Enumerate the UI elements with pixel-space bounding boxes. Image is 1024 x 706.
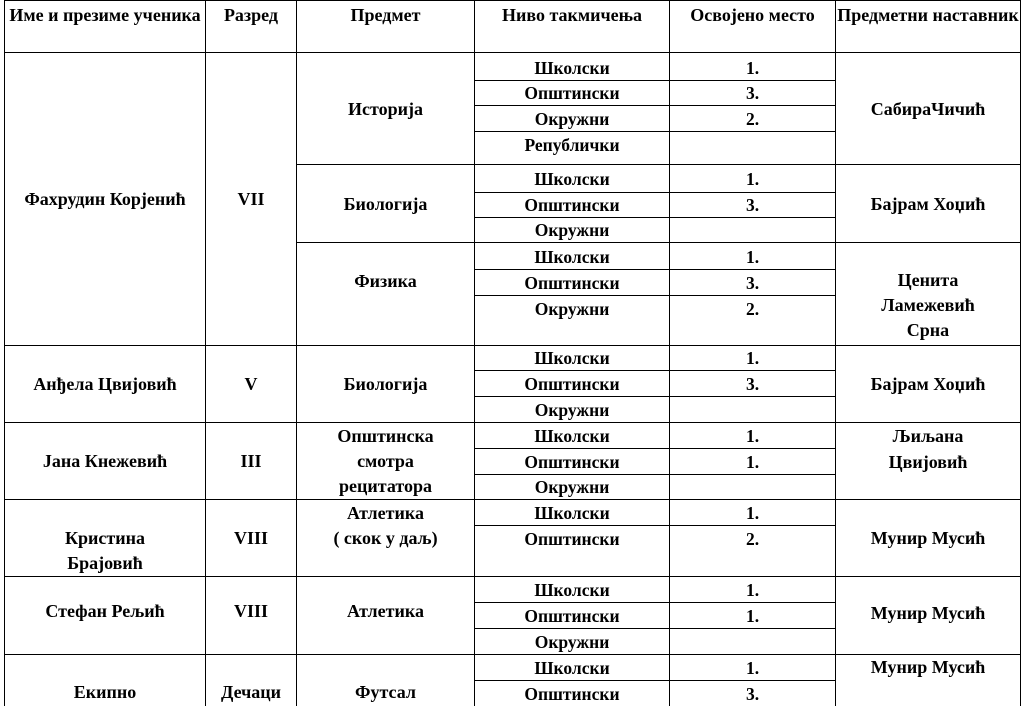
teacher-name [836, 265, 1020, 345]
place-cell: 2. [745, 299, 760, 319]
teacher-name: СабираЧичић [870, 98, 986, 119]
place-cell [670, 218, 835, 242]
place-cell [670, 397, 835, 422]
student-grade: VIII [233, 601, 268, 621]
place-cell: 3. [745, 272, 760, 293]
student-grade: Дечаци [220, 682, 282, 702]
student-name: Јана Кнежевић [42, 451, 168, 471]
place-cell [670, 629, 835, 654]
level-cell: Школски [534, 169, 610, 189]
level-cell: Општински [524, 272, 620, 293]
student-name [5, 525, 205, 576]
student-grade: V [244, 374, 258, 394]
place-cell: 1. [745, 579, 760, 600]
level-cell: Окружни [534, 399, 610, 420]
teacher-name [836, 423, 1020, 475]
subject-name: Футсал [355, 682, 416, 702]
student-name: Стефан Рељић [45, 601, 165, 621]
place-cell: 3. [745, 683, 760, 704]
teacher-name-line: Ламежевић [881, 294, 975, 315]
header-grade: Разред [223, 5, 279, 25]
student-name-line: Брајовић [67, 552, 143, 573]
subject-name-line: смотра [357, 450, 414, 471]
subject-name: Физика [354, 271, 417, 291]
teacher-name-line: Срна [906, 319, 950, 340]
level-cell: Општински [524, 451, 620, 472]
place-cell: 1. [745, 57, 760, 78]
place-cell: 3. [745, 83, 760, 103]
place-cell: 1. [745, 425, 760, 446]
teacher-name: Бајрам Хоџић [870, 193, 986, 214]
student-name: Анђела Цвијовић [33, 374, 177, 394]
level-cell: Школски [534, 502, 610, 523]
subject-name [297, 500, 474, 552]
student-name: Фахрудин Корјенић [24, 189, 186, 209]
level-cell: Школски [534, 57, 610, 78]
place-cell: 1. [745, 657, 760, 678]
level-cell: Општински [524, 683, 620, 704]
level-cell: Окружни [534, 477, 610, 497]
place-cell: 2. [745, 108, 760, 129]
student-name-line: Кристина [64, 527, 145, 548]
place-cell [670, 475, 835, 499]
place-cell: 3. [745, 373, 760, 394]
place-cell: 2. [745, 529, 760, 549]
header-subject: Предмет [350, 5, 421, 25]
level-cell: Окружни [534, 220, 610, 240]
level-cell: Окружни [534, 108, 610, 129]
subject-name: Историја [348, 98, 423, 119]
level-cell: Школски [534, 425, 610, 446]
place-cell: 1. [745, 348, 760, 368]
subject-name [297, 423, 474, 499]
subject-name-line: рецитатора [339, 475, 432, 496]
teacher-name-line: Љиљана [892, 426, 964, 446]
student-grade: III [240, 451, 262, 471]
subject-name: Биологија [343, 193, 428, 214]
teacher-name-line: Ценита [897, 269, 959, 290]
teacher-name: Мунир Мусић [870, 603, 986, 623]
student-grade: VIII [233, 528, 268, 548]
level-cell: Општински [524, 373, 620, 394]
teacher-name-line: Цвијовић [888, 452, 968, 472]
subject-name-line: Општинска [337, 425, 434, 446]
level-cell: Општински [524, 195, 620, 215]
level-cell: Општински [524, 529, 620, 549]
subject-name-line: ( скок у даљ) [333, 528, 438, 548]
teacher-name: Бајрам Хоџић [870, 374, 986, 394]
header-level: Ниво такмичења [501, 5, 643, 25]
grid-line [1020, 0, 1021, 706]
level-cell: Школски [534, 579, 610, 600]
level-cell: Школски [534, 246, 610, 267]
place-cell: 1. [745, 246, 760, 267]
header-place: Освојено место [690, 5, 815, 25]
student-grade: VII [237, 189, 265, 209]
place-cell: 3. [745, 195, 760, 215]
teacher-name: Мунир Мусић [870, 657, 986, 677]
place-cell: 1. [745, 169, 760, 189]
level-cell: Школски [534, 657, 610, 678]
level-cell: Општински [524, 83, 620, 103]
place-cell: 1. [745, 451, 760, 472]
place-cell: 1. [745, 502, 760, 523]
place-cell: 1. [745, 605, 760, 626]
header-student: Име и презиме ученика [9, 5, 201, 25]
level-cell: Окружни [534, 631, 610, 652]
level-cell: Окружни [534, 299, 610, 319]
level-cell: Републички [524, 135, 620, 155]
teacher-name: Мунир Мусић [870, 528, 986, 548]
place-cell [670, 132, 835, 158]
level-cell: Општински [524, 605, 620, 626]
student-name: Екипно [73, 682, 137, 702]
header-teacher: Предметни наставник [837, 5, 1019, 25]
subject-name: Атлетика [347, 601, 424, 621]
level-cell: Школски [534, 348, 610, 368]
subject-name-line: Атлетика [347, 503, 424, 523]
subject-name: Биологија [343, 374, 428, 394]
